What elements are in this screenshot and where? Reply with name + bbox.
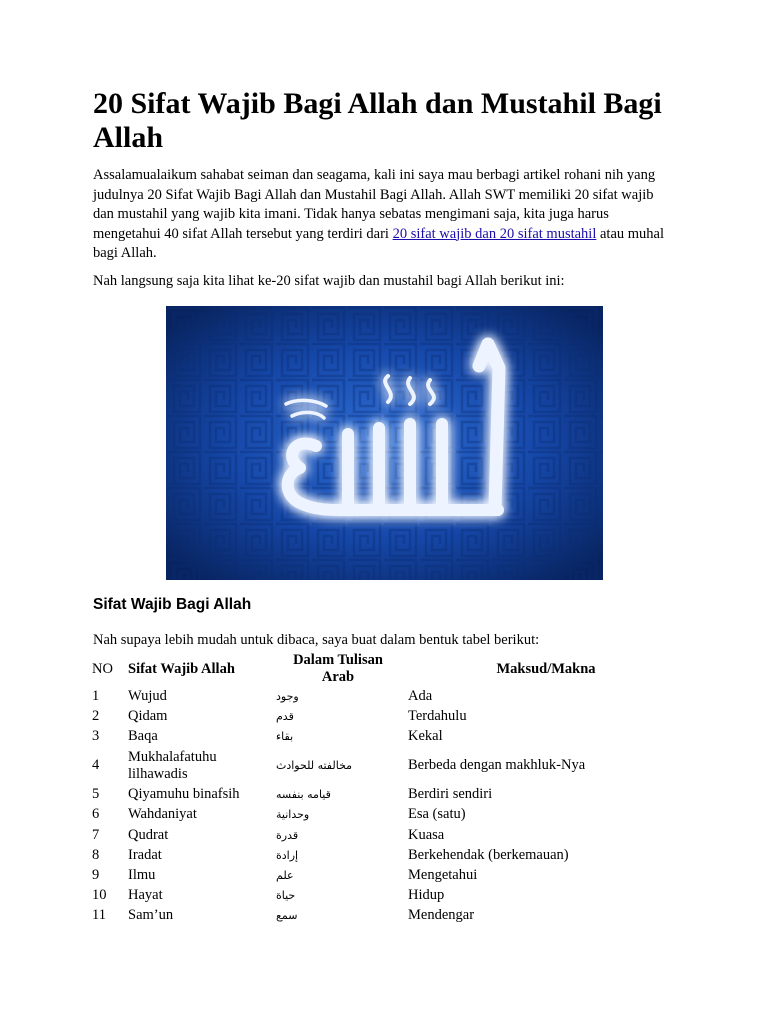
table-row xyxy=(88,805,688,825)
table-header-row xyxy=(88,652,688,686)
cell-sifat: Qudrat xyxy=(128,826,169,843)
cell-arab: وحدانية xyxy=(276,808,310,822)
table-row xyxy=(88,785,688,805)
section-heading: Sifat Wajib Bagi Allah xyxy=(93,596,252,613)
cell-no: 8 xyxy=(92,846,100,863)
cell-makna: Berkehendak (berkemauan) xyxy=(408,846,569,863)
cell-sifat: Iradat xyxy=(128,846,162,863)
table-row xyxy=(88,845,688,865)
cell-sifat: Hayat xyxy=(128,887,163,904)
header-no: NO xyxy=(92,660,113,677)
cell-arab: بقاء xyxy=(276,729,294,743)
cell-no: 2 xyxy=(92,707,100,724)
cell-arab: قيامه بنفسه xyxy=(276,788,331,802)
cell-no: 9 xyxy=(92,866,100,883)
header-arab: Dalam Tulisan Arab xyxy=(293,652,383,685)
calligraphy-svg xyxy=(166,306,603,580)
intro-text-start: Assalamualaikum sahabat seiman dan seagama, kali ini saya mau berbagi artikel rohani nih yang judulnya 20 Sifat Wajib Bagi Allah dan Mustahil Bagi Allah. Allah SWT memiliki 20 sifat wajib dan mustahil yang wajib kita imani. Tidak hanya sebatas mengimani saja, kita juga harus mengetahui 40 sifat Allah tersebut yang terdiri dari xyxy=(93,167,656,242)
cell-sifat: Baqa xyxy=(128,727,158,744)
cell-makna: Kekal xyxy=(408,727,443,744)
header-makna: Maksud/Makna xyxy=(496,660,596,677)
cell-sifat: Wujud xyxy=(128,687,167,704)
sifat-link[interactable]: 20 sifat wajib dan 20 sifat mustahil xyxy=(392,225,597,242)
intro-text-end: atau muhal bagi Allah. xyxy=(93,225,665,261)
cell-makna: Terdahulu xyxy=(408,707,467,724)
lead-paragraph: Nah langsung saja kita lihat ke-20 sifat wajib dan mustahil bagi Allah berikut ini: xyxy=(93,273,565,289)
cell-arab: علم xyxy=(276,868,294,882)
table-row xyxy=(88,906,688,926)
cell-makna: Esa (satu) xyxy=(408,806,466,823)
cell-no: 3 xyxy=(92,727,100,744)
cell-makna: Kuasa xyxy=(408,826,445,843)
cell-sifat: Mukhalafatuhu lilhawadis xyxy=(128,748,217,782)
cell-sifat: Sam’un xyxy=(128,907,174,924)
cell-no: 5 xyxy=(92,786,100,803)
table-row xyxy=(88,726,688,746)
cell-sifat: Wahdaniyat xyxy=(128,806,197,823)
cell-arab: قدم xyxy=(276,709,294,723)
cell-arab: إرادة xyxy=(276,848,299,862)
cell-arab: سمع xyxy=(276,909,298,923)
cell-makna: Berdiri sendiri xyxy=(408,786,493,803)
cell-makna: Hidup xyxy=(408,887,445,904)
table-row xyxy=(88,865,688,885)
sifat-table xyxy=(88,652,688,926)
cell-makna: Ada xyxy=(408,687,433,704)
cell-sifat: Qidam xyxy=(128,707,168,724)
cell-makna: Mengetahui xyxy=(408,866,478,883)
cell-no: 1 xyxy=(92,687,100,704)
table-row xyxy=(88,886,688,906)
table-row xyxy=(88,686,688,706)
table-row xyxy=(88,747,688,785)
cell-arab: قدرة xyxy=(276,828,299,842)
cell-arab: مخالفته للحوادث xyxy=(276,759,353,773)
table-intro: Nah supaya lebih mudah untuk dibaca, saya buat dalam bentuk tabel berikut: xyxy=(93,632,540,648)
cell-sifat: Ilmu xyxy=(128,866,156,883)
cell-no: 4 xyxy=(92,757,100,774)
cell-no: 6 xyxy=(92,806,100,823)
cell-no: 11 xyxy=(92,907,106,924)
cell-sifat: Qiyamuhu binafsih xyxy=(128,786,240,803)
allah-calligraphy-image xyxy=(166,306,603,580)
header-sifat: Sifat Wajib Allah xyxy=(128,660,235,677)
cell-arab: وجود xyxy=(276,689,299,703)
intro-paragraph xyxy=(93,166,673,264)
cell-makna: Berbeda dengan makhluk-Nya xyxy=(408,757,586,774)
cell-no: 10 xyxy=(92,887,107,904)
table-row xyxy=(88,825,688,845)
cell-no: 7 xyxy=(92,826,100,843)
table-row xyxy=(88,706,688,726)
page-title: 20 Sifat Wajib Bagi Allah dan Mustahil Bagi Allah xyxy=(93,87,662,154)
cell-makna: Mendengar xyxy=(408,907,475,924)
cell-arab: حياة xyxy=(276,889,296,903)
